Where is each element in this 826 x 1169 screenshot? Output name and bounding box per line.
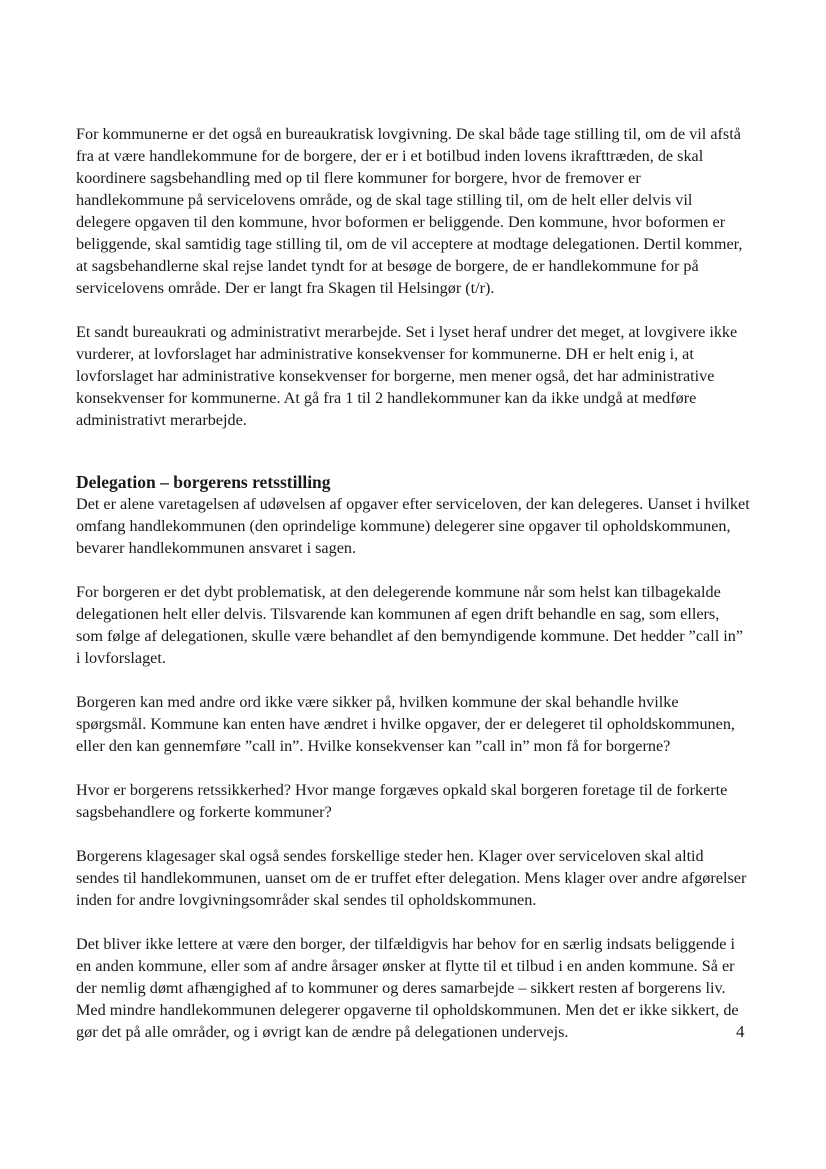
paragraph-8: Det bliver ikke lettere at være den borger, der tilfældigvis har behov for en særlig indsats beliggende i en anden kommune, eller som af andre årsager ønsker at flytte til et tilbud i en anden kommune. Så er der nemlig dømt afhængighed af to kommuner og deres samarbejde – sikkert resten af borgerens liv. Med mindre handlekommunen delegerer opgaverne til opholdskommunen. Men det er ikke sikkert, de gør det på alle områder, og i øvrigt kan de ændre på delegationen undervejs. <box>76 935 739 1041</box>
page-number: 4 <box>736 1022 745 1041</box>
paragraph-1: For kommunerne er det også en bureaukratisk lovgivning. De skal både tage stilling til, om de vil afstå fra at være handlekommune for de borgere, der er i et botilbud inden lovens ikrafttræden, de skal koordinere sagsbehandling med op til flere kommuner for borgere, hvor de fremover er handlekommune på servicelovens område, og de skal tage stilling til, om de helt eller delvis vil delegere opgaven til den kommune, hvor boformen er beliggende. Den kommune, hvor boformen er beliggende, skal samtidig tage stilling til, om de vil acceptere at modtage delegationen. Dertil kommer, at sagsbehandlerne skal rejse landet tyndt for at besøge de borgere, de er handlekommune for på servicelovens område. Der er langt fra Skagen til Helsingør (t/r). <box>76 125 743 297</box>
paragraph-3: Det er alene varetagelsen af udøvelsen af opgaver efter serviceloven, der kan delegeres. Uanset i hvilket omfang handlekommunen (den oprindelige kommune) delegerer sine opgaver til opholdskommunen, bevarer handlekommunen ansvaret i sagen. <box>76 495 750 557</box>
document-page <box>76 123 750 1065</box>
paragraph-6: Hvor er borgerens retssikkerhed? Hvor mange forgæves opkald skal borgeren foretage til de forkerte sagsbehandlere og forkerte kommuner? <box>76 781 728 821</box>
paragraph-2: Et sandt bureaukrati og administrativt merarbejde. Set i lyset heraf undrer det meget, at lovgivere ikke vurderer, at lovforslaget har administrative konsekvenser for kommunerne. DH er helt enig i, at lovforslaget har administrative konsekvenser for borgerne, men mener også, det har administrative konsekvenser for kommunerne. At gå fra 1 til 2 handlekommuner kan da ikke undgå at medføre administrativt merarbejde. <box>76 323 738 429</box>
section-heading: Delegation – borgerens retsstilling <box>76 472 331 492</box>
paragraph-7: Borgerens klagesager skal også sendes forskellige steder hen. Klager over serviceloven skal altid sendes til handlekommunen, uanset om de er truffet efter delegation. Mens klager over andre afgørelser inden for andre lovgivningsområder skal sendes til opholdskommunen. <box>76 847 747 909</box>
paragraph-5: Borgeren kan med andre ord ikke være sikker på, hvilken kommune der skal behandle hvilke spørgsmål. Kommune kan enten have ændret i hvilke opgaver, der er delegeret til opholdskommunen, eller den kan gennemføre ”call in”. Hvilke konsekvenser kan ”call in” mon få for borgerne? <box>76 693 735 755</box>
paragraph-4: For borgeren er det dybt problematisk, at den delegerende kommune når som helst kan tilbagekalde delegationen helt eller delvis. Tilsvarende kan kommunen af egen drift behandle en sag, som ellers, som følge af delegationen, skulle være behandlet af den bemyndigende kommune. Det hedder ”call in” i lovforslaget. <box>76 583 744 667</box>
